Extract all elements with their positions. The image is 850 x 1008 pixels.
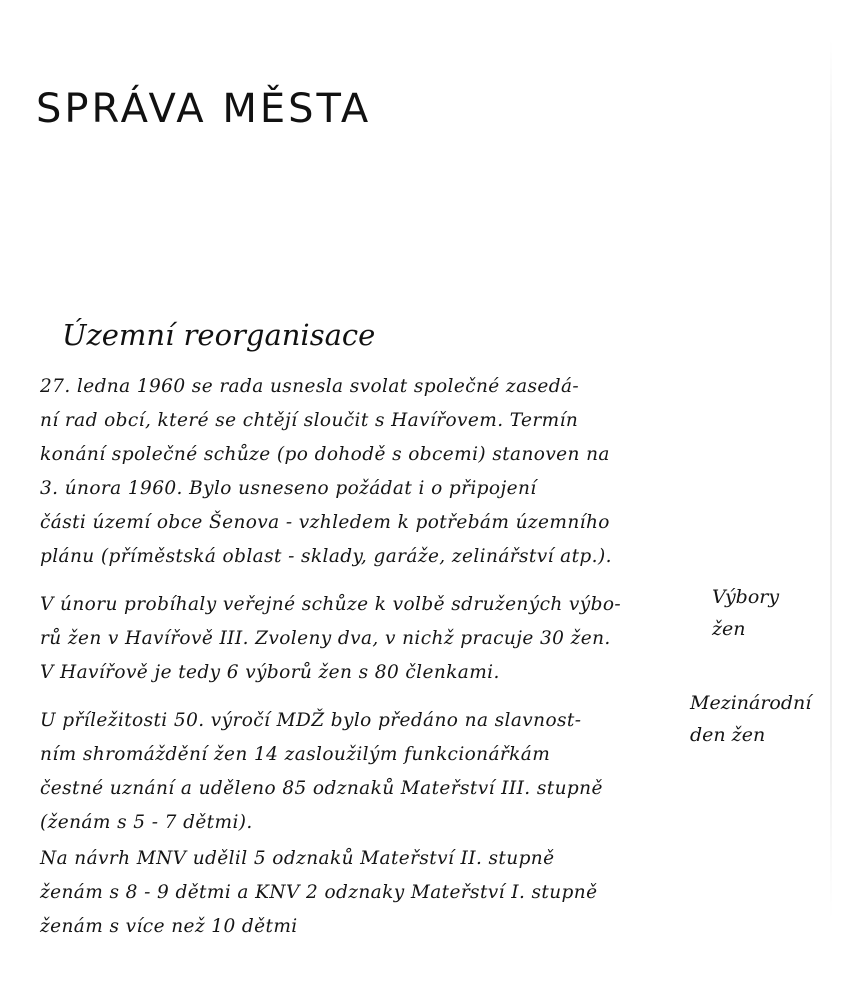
paragraph-2-line-3: V Havířově je tedy 6 výborů žen s 80 členkami.	[40, 662, 500, 683]
paragraph-3-line-3: čestné uznání a uděleno 85 odznaků Mateřství III. stupně	[40, 778, 603, 799]
paragraph-1-line-4: 3. února 1960. Bylo usneseno požádat i o připojení	[40, 478, 537, 499]
paragraph-1-line-5: části území obce Šenova - vzhledem k potřebám územního	[40, 512, 610, 533]
margin-note-vybory-line-2: žen	[712, 618, 746, 640]
paragraph-1-line-1: 27. ledna 1960 se rada usnesla svolat společné zasedá-	[40, 376, 580, 397]
paragraph-3-line-4: (ženám s 5 - 7 dětmi).	[40, 812, 253, 833]
paragraph-1-line-6: plánu (příměstská oblast - sklady, garáže, zelinářství atp.).	[40, 546, 612, 567]
paragraph-2-line-1: V únoru probíhaly veřejné schůze k volbě sdružených výbo-	[40, 594, 622, 615]
paragraph-1-line-3: konání společné schůze (po dohodě s obcemi) stanoven na	[40, 444, 610, 465]
section-title: Územní reorganisace	[62, 318, 376, 352]
paragraph-3-line-1: U příležitosti 50. výročí MDŽ bylo předáno na slavnost-	[40, 710, 582, 731]
margin-note-mdz-line-1: Mezinárodní	[690, 692, 812, 714]
paragraph-2-line-2: rů žen v Havířově III. Zvoleny dva, v nichž pracuje 30 žen.	[40, 628, 611, 649]
page-edge-shadow	[830, 40, 832, 920]
page-title: SPRÁVA MĚSTA	[36, 86, 372, 132]
margin-note-vybory-line-1: Výbory	[712, 586, 780, 608]
paragraph-4-line-3: ženám s více než 10 dětmi	[40, 916, 298, 937]
paragraph-1-line-2: ní rad obcí, které se chtějí sloučit s Havířovem. Termín	[40, 410, 579, 431]
paragraph-4-line-2: ženám s 8 - 9 dětmi a KNV 2 odznaky Mateřství I. stupně	[40, 882, 598, 903]
paragraph-3-line-2: ním shromáždění žen 14 zasloužilým funkcionářkám	[40, 744, 551, 765]
margin-note-mdz-line-2: den žen	[690, 724, 766, 746]
paragraph-4-line-1: Na návrh MNV udělil 5 odznaků Mateřství II. stupně	[40, 848, 555, 869]
